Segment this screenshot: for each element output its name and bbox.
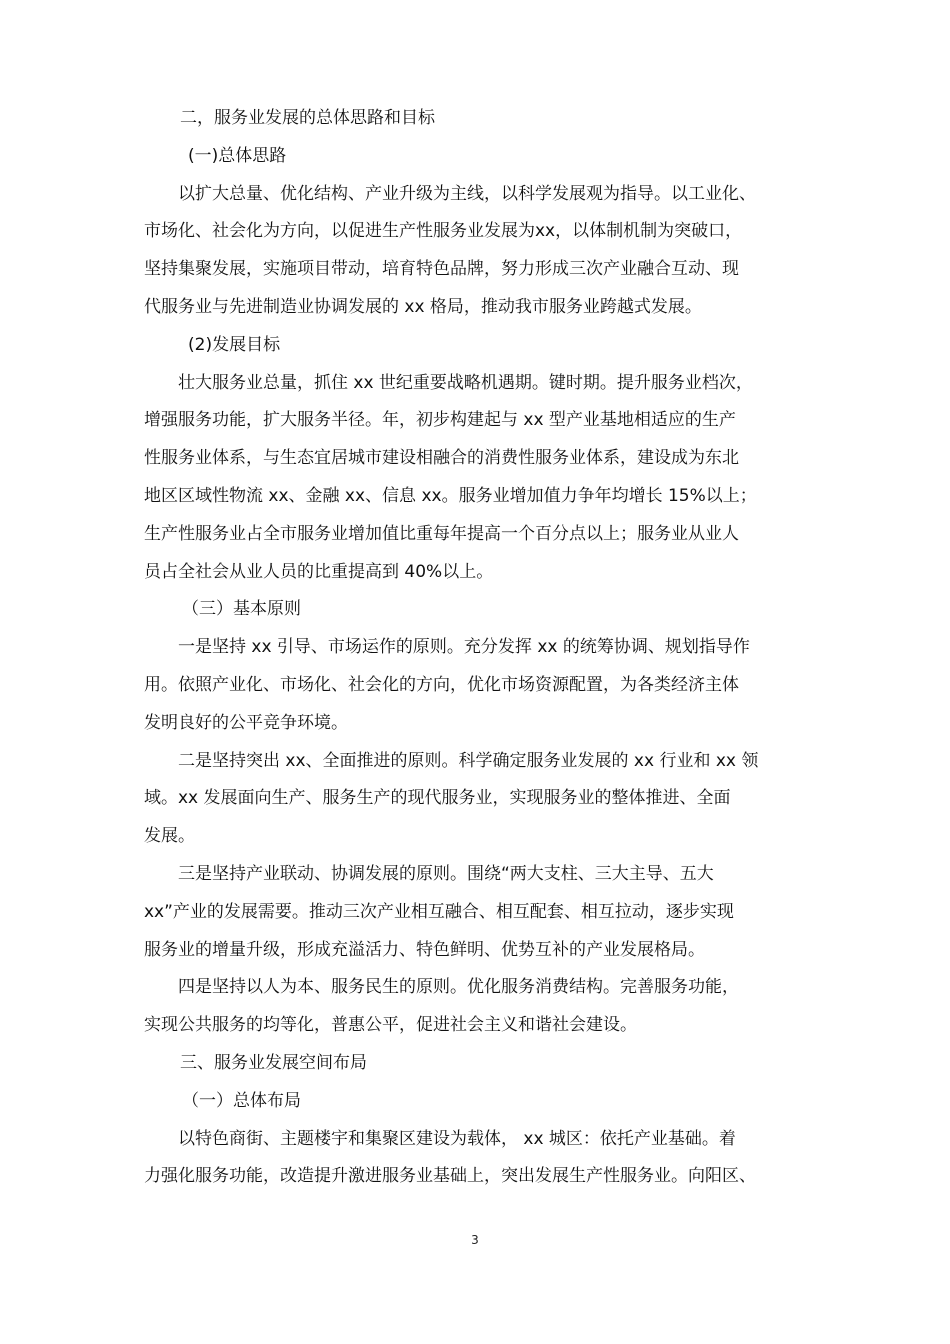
- paragraph-line: 二是坚持突出 xx、全面推进的原则。科学确定服务业发展的 xx 行业和 xx 领: [178, 750, 759, 771]
- paragraph-line: 一是坚持 xx 引导、市场运作的原则。充分发挥 xx 的统筹协调、规划指导作: [178, 637, 750, 658]
- paragraph-line: 服务业的增量升级，形成充溢活力、特色鲜明、优势互补的产业发展格局。: [144, 939, 705, 960]
- paragraph-line: 三是坚持产业联动、协调发展的原则。围绕“两大支柱、三大主导、五大: [178, 863, 714, 884]
- paragraph-line: 地区区域性物流 xx、金融 xx、信息 xx。服务业增加值力争年均增长 15%以上；: [144, 485, 757, 506]
- paragraph-line: 生产性服务业占全市服务业增加值比重每年提高一个百分点以上；服务业从业人: [144, 523, 739, 544]
- paragraph-line: 域。xx 发展面向生产、服务生产的现代服务业，实现服务业的整体推进、全面: [144, 788, 731, 809]
- document-body: [144, 100, 814, 1196]
- paragraph-line: 性服务业体系，与生态宜居城市建设相融合的消费性服务业体系，建设成为东北: [144, 448, 739, 469]
- paragraph-line: 四是坚持以人为本、服务民生的原则。优化服务消费结构。完善服务功能，: [178, 977, 739, 998]
- subsection-heading: （三）基本原则: [182, 599, 301, 620]
- paragraph-line: 发展。: [144, 826, 195, 847]
- paragraph-line: 坚持集聚发展，实施项目带动，培育特色品牌，努力形成三次产业融合互动、现: [144, 259, 739, 280]
- paragraph-line: 发明良好的公平竞争环境。: [144, 712, 348, 733]
- paragraph-line: 用。依照产业化、市场化、社会化的方向，优化市场资源配置，为各类经济主体: [144, 674, 739, 695]
- paragraph-line: 以扩大总量、优化结构、产业升级为主线，以科学发展观为指导。以工业化、: [178, 183, 756, 204]
- page-number: 3: [471, 1233, 479, 1247]
- paragraph-line: 力强化服务功能，改造提升激进服务业基础上，突出发展生产性服务业。向阳区、: [144, 1166, 756, 1187]
- section-heading: 二，服务业发展的总体思路和目标: [180, 108, 435, 128]
- paragraph-line: 市场化、社会化为方向，以促进生产性服务业发展为xx，以体制机制为突破口，: [144, 221, 743, 242]
- paragraph-line: 壮大服务业总量，抓住 xx 世纪重要战略机遇期。键时期。提升服务业档次，: [178, 372, 753, 393]
- subsection-heading: （一）总体布局: [182, 1090, 301, 1111]
- subsection-heading: (一)总体思路: [188, 145, 287, 166]
- paragraph-line: xx”产业的发展需要。推动三次产业相互融合、相互配套、相互拉动，逐步实现: [144, 901, 734, 922]
- subsection-heading: (2)发展目标: [188, 334, 281, 355]
- paragraph-line: 以特色商街、主题楼宇和集聚区建设为载体， xx 城区：依托产业基础。着: [178, 1128, 736, 1149]
- paragraph-line: 增强服务功能，扩大服务半径。年，初步构建起与 xx 型产业基地相适应的生产: [144, 410, 736, 431]
- section-heading: 三、服务业发展空间布局: [180, 1052, 367, 1073]
- paragraph-line: 员占全社会从业人员的比重提高到 40%以上。: [144, 561, 494, 582]
- paragraph-line: 代服务业与先进制造业协调发展的 xx 格局，推动我市服务业跨越式发展。: [144, 296, 702, 317]
- paragraph-line: 实现公共服务的均等化，普惠公平，促进社会主义和谐社会建设。: [144, 1015, 637, 1036]
